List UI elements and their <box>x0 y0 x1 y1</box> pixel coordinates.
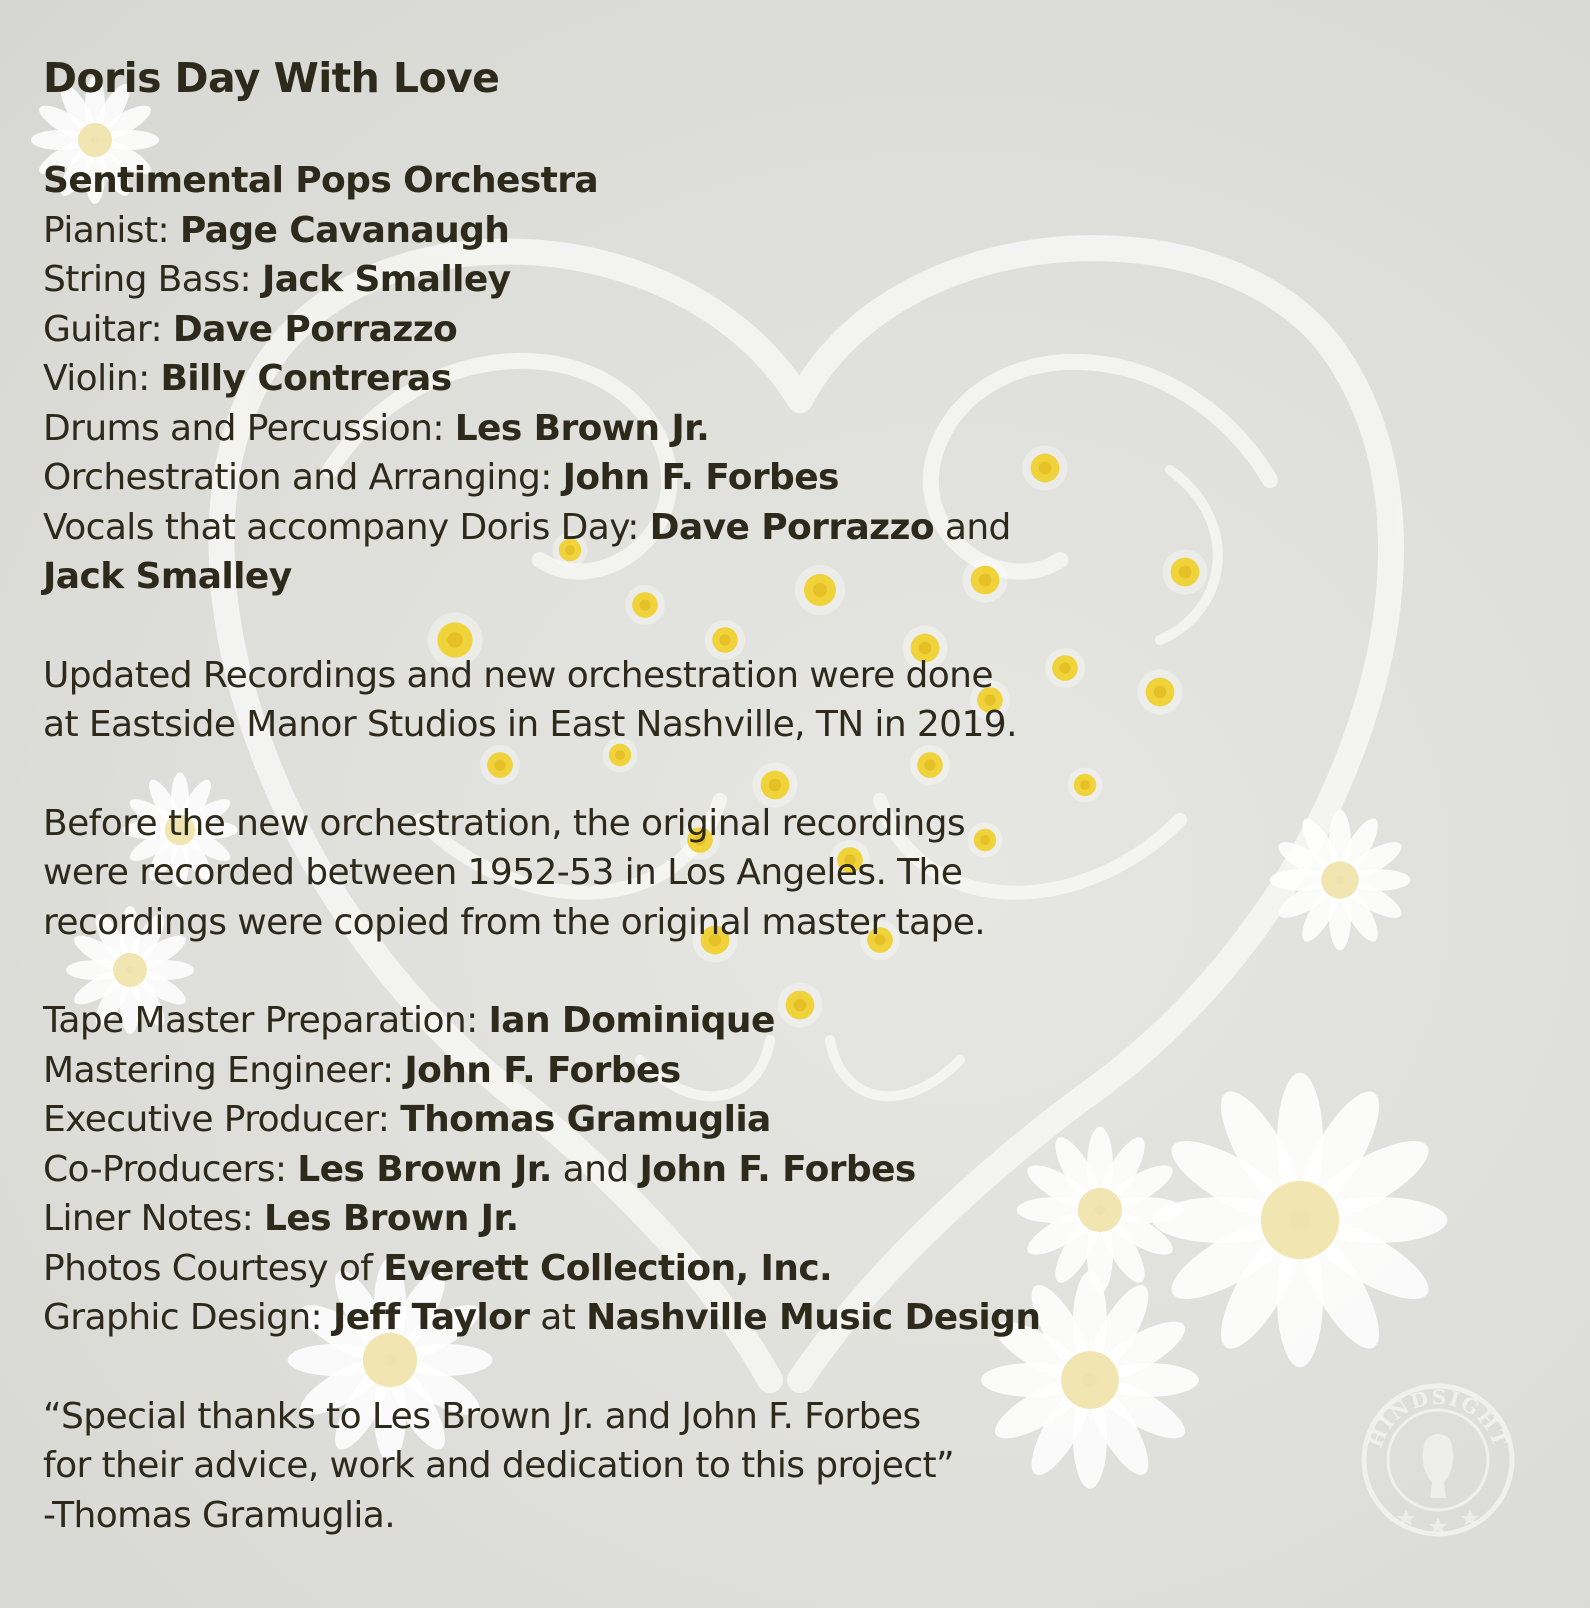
credit-line: Orchestration and Arranging: John F. Forbes <box>43 457 839 498</box>
credit-line: Pianist: Page Cavanaugh <box>43 209 510 251</box>
orchestra-name: Sentimental Pops Orchestra <box>43 160 599 201</box>
credit-line: Guitar: Dave Porrazzo <box>43 308 458 350</box>
credit-line: Violin: Billy Contreras <box>43 358 452 399</box>
credit-line: Co-Producers: Les Brown Jr. and John F. Forbes <box>43 1148 916 1190</box>
credit-line: Liner Notes: Les Brown Jr. <box>43 1198 519 1239</box>
svg-text:HINDSIGHT: HINDSIGHT <box>1362 1384 1513 1452</box>
credit-line: Executive Producer: Thomas Gramuglia <box>43 1099 771 1140</box>
credit-line: Photos Courtesy of Everett Collection, Inc. <box>43 1247 833 1289</box>
orchestra-section <box>43 156 1163 602</box>
production-credits <box>43 996 1163 1343</box>
album-title: Doris Day With Love <box>43 54 500 102</box>
vocals-credit-continued: Jack Smalley <box>43 556 292 597</box>
updated-recordings-paragraph: Updated Recordings and new orchestration were done at Eastside Manor Studios in East Nashville, TN in 2019. <box>43 654 1017 745</box>
credit-line: Mastering Engineer: John F. Forbes <box>43 1049 681 1091</box>
credits-text <box>43 48 1163 1540</box>
special-thanks-quote: “Special thanks to Les Brown Jr. and John F. Forbes for their advice, work and dedication to this project” -Thomas Gramuglia. <box>43 1395 955 1536</box>
vocals-credit: Vocals that accompany Doris Day: Dave Porrazzo and <box>43 506 1011 548</box>
credit-line: Graphic Design: Jeff Taylor at Nashville Music Design <box>43 1297 1041 1338</box>
credit-line: String Bass: Jack Smalley <box>43 259 511 300</box>
credit-line: Drums and Percussion: Les Brown Jr. <box>43 407 710 449</box>
original-recordings-paragraph: Before the new orchestration, the original recordings were recorded between 1952-53 in Los Angeles. The recordings were copied from the original master tape. <box>43 802 986 943</box>
credit-line: Tape Master Preparation: Ian Dominique <box>43 1000 775 1041</box>
hindsight-seal-icon <box>1360 1382 1516 1538</box>
